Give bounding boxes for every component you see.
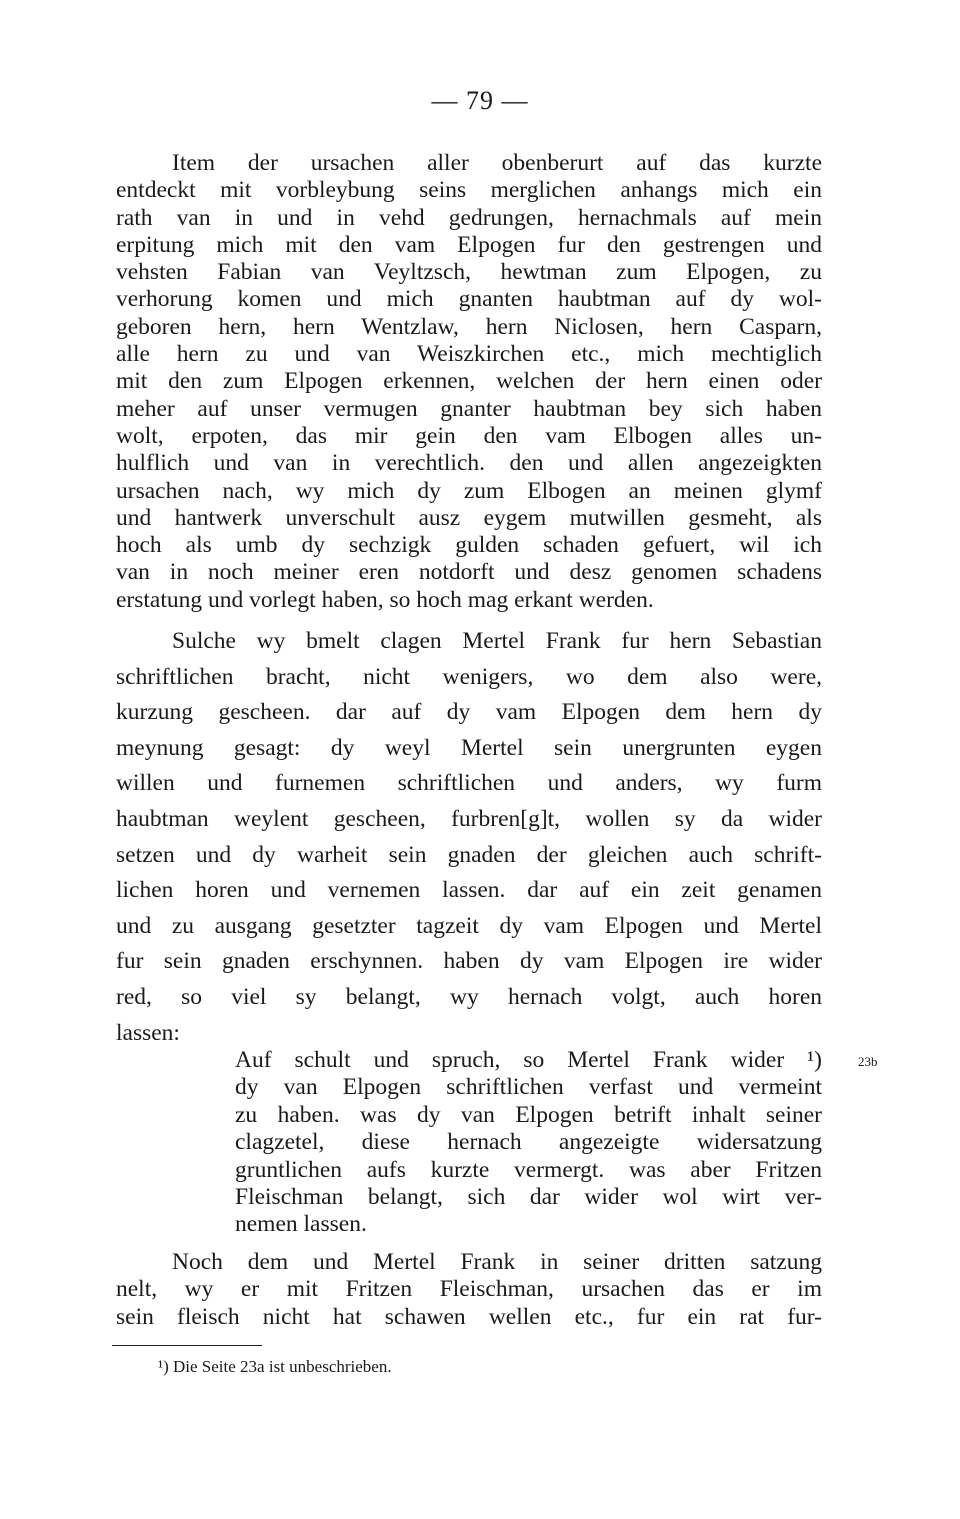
text-line: meynung gesagt: dy weyl Mertel sein unergrunten eygen	[116, 734, 822, 761]
text-line: und hantwerk unverschult ausz eygem mutwillen gesmeht, als	[116, 504, 822, 531]
text-line: kurzung gescheen. dar auf dy vam Elpogen dem hern dy	[116, 699, 822, 726]
text-line: dy van Elpogen schriftlichen verfast und vermeint	[235, 1074, 822, 1101]
text-line: verhorung komen und mich gnanten haubtman auf dy wol-	[116, 286, 822, 313]
text-line: van in noch meiner eren notdorft und desz genomen schadens	[116, 559, 822, 586]
text-line: setzen und dy warheit sein gnaden der gleichen auch schrift-	[116, 841, 822, 868]
text-line: erstatung und vorlegt haben, so hoch mag erkant werden.	[116, 586, 654, 613]
text-line: wolt, erpoten, das mir gein den vam Elbogen alles un-	[116, 422, 822, 449]
text-line: ursachen nach, wy mich dy zum Elbogen an meinen glymf	[116, 477, 822, 504]
text-line: entdeckt mit vorbleybung seins merglichen anhangs mich ein	[116, 177, 822, 204]
text-line: hulflich und van in verechtlich. den und allen angezeigkten	[116, 450, 822, 477]
text-line: Noch dem und Mertel Frank in seiner dritten satzung	[172, 1249, 822, 1275]
page-number: — 79 —	[431, 86, 529, 115]
text-line: und zu ausgang gesetzter tagzeit dy vam Elpogen und Mertel	[116, 912, 822, 939]
text-line: hoch als umb dy sechzigk gulden schaden gefuert, wil ich	[116, 532, 822, 559]
text-line: fur sein gnaden erschynnen. haben dy vam Elpogen ire wider	[116, 948, 822, 975]
text-line: red, so viel sy belangt, wy hernach volgt, auch horen	[116, 983, 822, 1010]
text-line: Auf schult und spruch, so Mertel Frank wider ¹)	[235, 1047, 822, 1073]
text-line: meher auf unser vermugen gnanter haubtman bey sich haben	[116, 395, 822, 422]
text-line: schriftlichen bracht, nicht wenigers, wo dem also were,	[116, 663, 822, 690]
text-line: rath van in und in vehd gedrungen, hernachmals auf mein	[116, 204, 822, 231]
text-line: mit den zum Elpogen erkennen, welchen der hern einen oder	[116, 368, 822, 395]
text-line: erpitung mich mit den vam Elpogen fur den gestrengen und	[116, 231, 822, 258]
text-line: zu haben. was dy van Elpogen betrift inhalt seiner	[235, 1101, 822, 1128]
paragraph-1	[116, 150, 822, 614]
text-line: lassen:	[116, 1019, 180, 1046]
text-line: clagzetel, diese hernach angezeigte widersatzung	[235, 1129, 822, 1156]
quoted-paragraph	[235, 1047, 822, 1239]
paragraph-4	[116, 1249, 822, 1331]
text-line: haubtman weylent gescheen, furbren[g]t, wollen sy da wider	[116, 805, 822, 832]
text-line: nelt, wy er mit Fritzen Fleischman, ursachen das er im	[116, 1276, 822, 1303]
text-line: sein fleisch nicht hat schawen wellen etc., fur ein rat fur-	[116, 1303, 822, 1330]
text-line: Fleischman belangt, sich dar wider wol wirt ver-	[235, 1184, 822, 1211]
text-line: gruntlichen aufs kurzte vermergt. was aber Fritzen	[235, 1156, 822, 1183]
paragraph-2	[116, 624, 822, 1051]
text-line: Item der ursachen aller obenberurt auf das kurzte	[172, 150, 822, 176]
text-line: lichen horen und vernemen lassen. dar auf ein zeit genamen	[116, 877, 822, 904]
text-line: willen und furnemen schriftlichen und anders, wy furm	[116, 770, 822, 797]
text-line: alle hern zu und van Weiszkirchen etc., mich mechtiglich	[116, 341, 822, 368]
text-line: Sulche wy bmelt clagen Mertel Frank fur hern Sebastian	[172, 628, 822, 654]
footnote-divider	[112, 1345, 262, 1346]
margin-note: 23b	[858, 1054, 878, 1069]
text-line: nemen lassen.	[235, 1211, 367, 1238]
footnote: ¹) Die Seite 23a ist unbeschrieben.	[158, 1357, 392, 1376]
text-line: geboren hern, hern Wentzlaw, hern Niclosen, hern Casparn,	[116, 313, 822, 340]
text-line: vehsten Fabian van Veyltzsch, hewtman zum Elpogen, zu	[116, 259, 822, 286]
